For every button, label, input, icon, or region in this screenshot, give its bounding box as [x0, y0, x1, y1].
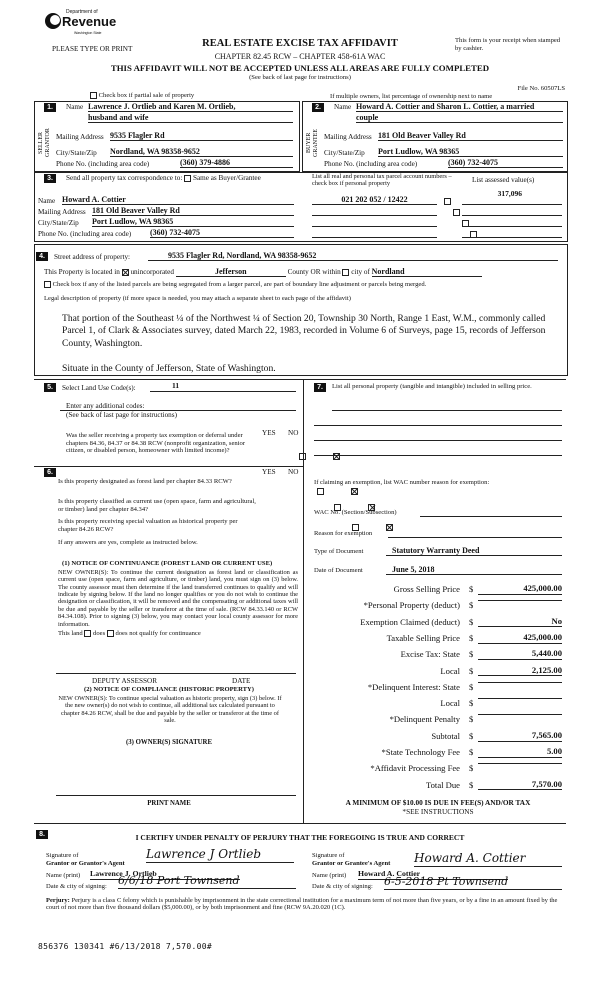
legal-label: Legal description of property (if more space is needed, you may attach a separate sheet to each page of the affidavit)	[44, 295, 351, 302]
buyer-phone[interactable]: (360) 732-4075	[448, 158, 563, 168]
segregated-check	[44, 281, 426, 289]
historic-no-checkbox[interactable]	[386, 524, 393, 531]
does-not-label: does not qualify for continuance	[115, 630, 201, 638]
grantee-signature[interactable]: Howard A. Cottier	[414, 852, 562, 867]
enter-codes-line[interactable]	[60, 410, 296, 411]
tax-city[interactable]: Port Ludlow, WA 98365	[92, 217, 294, 227]
personal-property-line-3[interactable]	[314, 440, 562, 441]
tax-row-label: Local	[440, 698, 460, 709]
sec5-no-header: NO	[288, 429, 299, 437]
reason-label: Reason for exemption	[314, 530, 373, 537]
cashier-receipt-stamp: 856376 130341 #6/13/2018 7,570.00#	[38, 942, 212, 951]
tax-row-currency: $	[469, 714, 474, 725]
unincorporated-label: unincorporated	[130, 268, 174, 276]
deputy-assessor-label: DEPUTY ASSESSOR	[92, 677, 158, 685]
tax-row-label: Total Due	[425, 779, 460, 790]
seller-city[interactable]: Nordland, WA 98358-9652	[110, 147, 293, 157]
tax-row-value[interactable]: 7,565.00	[478, 731, 562, 742]
parcel-1[interactable]: 021 202 052 / 12422	[312, 195, 437, 205]
seller-name-1[interactable]: Lawrence J. Ortlieb and Karen M. Ortlieb,	[88, 102, 293, 112]
tax-row-value[interactable]: 5.00	[478, 747, 562, 758]
legal-situate[interactable]: Situate in the County of Jefferson, State of Washington.	[62, 363, 276, 374]
certify-statement: I CERTIFY UNDER PENALTY OF PERJURY THAT THE FOREGOING IS TRUE AND CORRECT	[135, 833, 465, 842]
buyer-city-label: City/State/Zip	[324, 149, 365, 157]
section-divider-6	[34, 466, 303, 467]
tax-row-value[interactable]: 425,000.00	[478, 633, 562, 644]
doc-date-label: Date of Document	[314, 567, 363, 574]
buyer-side-label: BUYER GRANTEE	[306, 129, 319, 157]
tax-phone[interactable]: (360) 732-4075	[150, 228, 294, 238]
parcel-2-line[interactable]	[312, 215, 437, 216]
grantor-sig-label	[46, 852, 125, 867]
multiple-owners-note: If multiple owners, list percentage of ownership next to name	[330, 93, 493, 100]
form-chapter: CHAPTER 82.45 RCW – CHAPTER 458-61A WAC	[214, 52, 386, 61]
personal-property-line-1[interactable]	[332, 410, 562, 411]
perjury-text: Perjury is a class C felony which is punishable by imprisonment in the state correctional institution for a maximum term of not more than five years, or by a fine in an amount fixed by the court of not more than five thousand dollars ($5,000.00), or by both imprisonment and fine (RCW 9A.20.020 (1C).	[46, 897, 558, 912]
street-label: Street address of property:	[54, 253, 131, 261]
assessed-1[interactable]: 317,096	[497, 189, 522, 198]
grantee-date-label: Date & city of signing:	[312, 883, 373, 890]
parcel-4-line[interactable]	[312, 237, 437, 238]
exemption-no-checkbox[interactable]	[333, 453, 340, 460]
tax-city-label: City/State/Zip	[38, 219, 79, 227]
tax-phone-label: Phone No. (including area code)	[38, 230, 132, 238]
section-divider-8	[34, 823, 566, 824]
tax-row-value[interactable]	[478, 763, 562, 764]
tax-row-value[interactable]: 7,570.00	[478, 780, 562, 791]
location-line	[44, 267, 482, 277]
does-not-qualify-checkbox[interactable]	[107, 630, 114, 637]
tax-correspondence-label: Send all property tax correspondence to:	[66, 174, 183, 182]
enter-codes-back: (See back of last page for instructions)	[66, 411, 177, 419]
wac-exemption-label: If claiming an exemption, list WAC number reason for exemption:	[314, 479, 490, 486]
section-2-badge: 2.	[312, 103, 324, 112]
tax-row-value[interactable]: 5,440.00	[478, 649, 562, 660]
grantor-signature[interactable]: Lawrence J Ortlieb	[146, 848, 294, 863]
section-5-badge: 5.	[44, 383, 56, 392]
print-name-label: PRINT NAME	[147, 800, 191, 807]
section-4	[34, 244, 568, 376]
forest-yes-checkbox[interactable]	[317, 488, 324, 495]
logo-swoosh-icon	[44, 12, 62, 30]
tax-row-value[interactable]: 425,000.00	[478, 584, 562, 595]
tax-row-currency: $	[469, 665, 474, 676]
form-title: REAL ESTATE EXCISE TAX AFFIDAVIT	[202, 38, 398, 49]
assessed-3-line[interactable]	[462, 226, 562, 227]
grantor-name-label: Name (print)	[46, 872, 81, 879]
seller-mail[interactable]: 9535 Flagler Rd	[110, 131, 293, 141]
file-number: File No. 60507LS	[517, 85, 565, 92]
forest-question: Is this property designated as forest land per chapter 84.33 RCW?	[58, 478, 232, 485]
tax-row-value[interactable]	[478, 698, 562, 699]
grantee-agent-label: Grantor or Grantee's Agent	[312, 859, 391, 867]
if-yes-note: If any answers are yes, complete as instructed below.	[58, 539, 198, 546]
exemption-yes-checkbox[interactable]	[299, 453, 306, 460]
section-3-badge: 3.	[44, 174, 56, 183]
grantor-agent-label: Grantor or Grantor's Agent	[46, 859, 125, 867]
stamp-note: This form is your receipt when stamped by cashier.	[455, 37, 561, 52]
section-7-badge: 7.	[314, 383, 326, 392]
tax-row-currency: $	[469, 600, 474, 611]
city-checkbox[interactable]	[342, 269, 349, 276]
qualify-line	[58, 630, 201, 638]
buyer-name-2[interactable]: couple	[356, 113, 563, 123]
land-use-code[interactable]: 11	[150, 382, 296, 392]
tax-row-value[interactable]	[478, 714, 562, 715]
seller-mail-label: Mailing Address	[56, 133, 104, 141]
buyer-name-1[interactable]: Howard A. Cottier and Sharon L. Cottier, a married	[356, 102, 563, 112]
deputy-signature-line[interactable]	[56, 673, 296, 674]
sec6-yes-header: YES	[262, 468, 276, 476]
tax-row-label: *Affidavit Processing Fee	[370, 763, 460, 774]
tax-row-currency: $	[469, 649, 474, 660]
same-as-buyer-checkbox[interactable]	[184, 175, 191, 182]
tax-row-label: Subtotal	[431, 730, 460, 741]
buyer-mail[interactable]: 181 Old Beaver Valley Rd	[378, 131, 563, 141]
owner-signature-label: (3) OWNER(S) SIGNATURE	[126, 739, 212, 746]
doc-date[interactable]: June 5, 2018	[386, 565, 562, 575]
forest-no-checkbox[interactable]	[351, 488, 358, 495]
column-divider	[303, 380, 304, 823]
sec6-no-header: NO	[288, 468, 299, 476]
tax-row-label: Local	[440, 665, 460, 676]
tax-correspondence	[66, 174, 261, 182]
notice-1-title: (1) NOTICE OF CONTINUANCE (FOREST LAND OR CURRENT USE)	[62, 560, 273, 567]
buyer-city[interactable]: Port Ludlow, WA 98365	[378, 147, 563, 157]
tax-row-currency: $	[469, 632, 474, 643]
street-address[interactable]: 9535 Flagler Rd, Nordland, WA 98358-9652	[148, 251, 558, 261]
notice-2-text: NEW OWNER(S): To continue special valuation as historic property, sign (3) below. If the new owner(s) do not wish to continue, all additional tax calculated pursuant to chapter 84.26 RCW, shall be due and payable by the seller or transferor at the time of sale.	[58, 695, 282, 725]
historic-question: Is this property receiving special valuation as historical property per chapter 84.26 RCW?	[58, 518, 238, 533]
notice-2-title: (2) NOTICE OF COMPLIANCE (HISTORIC PROPERTY)	[84, 686, 254, 693]
partial-sale-label: Check box if partial sale of property	[98, 92, 195, 100]
grantee-sig-label	[312, 852, 390, 867]
tax-row-currency: $	[469, 681, 474, 692]
assessed-1-line	[462, 204, 562, 205]
same-as-buyer-label: Same as Buyer/Grantee	[192, 174, 261, 182]
tax-row-value[interactable]: 2,125.00	[478, 666, 562, 677]
personal-property-label: List all personal property (tangible and intangible) included in selling price.	[332, 383, 532, 390]
segregated-label: Check box if any of the listed parcels are being segregated from a larger parcel, are part of boundary line adjustment or parcels being merged.	[52, 281, 427, 289]
tax-row-currency: $	[469, 616, 474, 627]
city-of-label: city of	[351, 268, 370, 276]
partial-sale-check[interactable]	[90, 92, 194, 100]
parcel-3-line[interactable]	[312, 226, 437, 227]
owner-signature-line[interactable]	[56, 795, 296, 796]
tax-row-currency: $	[469, 747, 474, 757]
land-use-label: Select Land Use Code(s):	[62, 384, 136, 392]
grantor-date-city[interactable]: 6/6/18 Port Townsend	[118, 875, 296, 889]
section-4-badge: 4.	[36, 252, 48, 261]
grantee-date-city[interactable]: 6-5-2018 Pt Townsend	[384, 876, 562, 890]
tax-mail[interactable]: 181 Old Beaver Valley Rd	[92, 206, 294, 216]
enter-codes-label: Enter any additional codes:	[66, 402, 145, 410]
doc-type[interactable]: Statutory Warranty Deed	[386, 546, 562, 556]
section-divider-5	[34, 379, 566, 380]
unincorporated-checkbox[interactable]	[122, 269, 129, 276]
personal-property-line-2[interactable]	[314, 425, 562, 426]
form-see-back: (See back of last page for instructions)	[249, 74, 351, 81]
reason-line-1[interactable]	[388, 537, 562, 538]
tax-row-label: *Delinquent Penalty	[389, 714, 460, 725]
wac-no-line[interactable]	[420, 516, 562, 517]
tax-row-currency: $	[469, 763, 474, 774]
seller-phone-label: Phone No. (including area code)	[56, 160, 150, 168]
this-land-label: This land	[58, 630, 83, 638]
county-value[interactable]: Jefferson	[176, 267, 286, 277]
buyer-mail-label: Mailing Address	[324, 133, 372, 141]
tax-name[interactable]: Howard A. Cottier	[62, 195, 294, 205]
deputy-date-label: DATE	[232, 677, 251, 685]
segregated-checkbox[interactable]	[44, 281, 51, 288]
grantee-signature-of: Signature of	[312, 852, 345, 859]
does-label: does	[93, 630, 106, 638]
sec5-yes-header: YES	[262, 429, 276, 437]
form-warning: THIS AFFIDAVIT WILL NOT BE ACCEPTED UNLESS ALL AREAS ARE FULLY COMPLETED	[110, 63, 490, 73]
partial-sale-checkbox[interactable]	[90, 92, 97, 99]
seller-name-label: Name	[66, 103, 84, 111]
tax-mail-label: Mailing Address	[38, 208, 86, 216]
tax-row-label: *State Technology Fee	[381, 747, 460, 757]
tax-row-label: Taxable Selling Price	[386, 632, 460, 643]
tax-row-value[interactable]	[478, 600, 562, 601]
tax-row-label: Gross Selling Price	[393, 584, 460, 594]
seller-phone[interactable]: (360) 379-4886	[180, 158, 293, 168]
city-value[interactable]: Nordland	[372, 267, 482, 277]
parcel-2-checkbox[interactable]	[453, 209, 460, 216]
tax-row-label: *Delinquent Interest: State	[367, 681, 460, 692]
see-instructions-note: *SEE INSTRUCTIONS	[402, 807, 474, 816]
grantor-name[interactable]: Lawrence J. Ortlieb	[90, 870, 240, 880]
buyer-phone-label: Phone No. (including area code)	[324, 160, 418, 168]
assessed-header: List assessed value(s)	[472, 176, 535, 184]
tax-row-currency: $	[469, 698, 474, 709]
grantee-name-label: Name (print)	[312, 872, 347, 879]
tax-row-value[interactable]	[478, 682, 562, 683]
seller-name-2[interactable]: husband and wife	[88, 113, 293, 123]
tax-row-currency: $	[469, 584, 474, 594]
minimum-due-note: A MINIMUM OF $10.00 IS DUE IN FEE(S) AND/OR TAX	[345, 798, 531, 807]
logo-revenue: Revenue	[62, 14, 117, 29]
type-print-note: PLEASE TYPE OR PRINT	[52, 45, 133, 53]
tax-row-currency: $	[469, 779, 474, 790]
grantor-signature-of: Signature of	[46, 852, 79, 859]
current-use-question: Is this property classified as current use (open space, farm and agricultural, or timber) land per chapter 84.34?	[58, 498, 256, 513]
does-qualify-checkbox[interactable]	[84, 630, 91, 637]
grantor-date-label: Date & city of signing:	[46, 883, 107, 890]
tax-row-currency: $	[469, 730, 474, 741]
tax-name-label: Name	[38, 197, 56, 205]
perjury-label: Perjury:	[46, 897, 70, 904]
tax-row-label: Exemption Claimed (deduct)	[360, 616, 460, 627]
logo-state: Washington State	[74, 31, 102, 35]
personal-property-line-4[interactable]	[314, 455, 562, 456]
exemption-question: Was the seller receiving a property tax exemption or deferral under chapters 84.36, 84.37 or 84.38 RCW (nonprofit organization, senior citizen, or disabled person, homeowner with limited income)?	[66, 432, 246, 455]
parcel-header: List all real and personal tax parcel account numbers – check box if personal property	[312, 173, 452, 188]
dor-logo	[44, 9, 117, 40]
assessed-4-line[interactable]	[462, 237, 562, 238]
county-label: County OR within	[287, 268, 341, 276]
seller-side-label: SELLER GRANTOR	[38, 128, 51, 158]
perjury-statement	[46, 897, 562, 912]
grantee-name[interactable]: Howard A. Cottier	[358, 870, 508, 880]
section-1-badge: 1.	[44, 103, 56, 112]
section-6-badge: 6.	[44, 468, 56, 477]
tax-row-label: Excise Tax: State	[400, 649, 460, 660]
tax-row-label: *Personal Property (deduct)	[363, 600, 460, 611]
tax-row-value[interactable]: No	[478, 617, 562, 628]
assessed-2-line[interactable]	[462, 215, 562, 216]
parcel-1-checkbox[interactable]	[444, 198, 451, 205]
seller-city-label: City/State/Zip	[56, 149, 97, 157]
logo-dept: Department of	[66, 9, 98, 15]
notice-1-text: NEW OWNER(S): To continue the current designation as forest land or classification as current use (open space, farm and agriculture, or timber) land, you must sign on (3) below. The county assessor must then determine if the land transferred continues to qualify and will indicate by signing below. If the land no longer qualifies or you do not wish to continue the designation or classification, it will be removed and the compensating or additional taxes will be due and payable by the seller or transferor at the time of sale. (RCW 84.33.140 or RCW 84.34.108). Prior to signing (3) below, you may contact your local county assessor for more information.	[58, 569, 298, 628]
buyer-name-label: Name	[334, 103, 352, 111]
wac-no-label: WAC No. (Section/Subsection)	[314, 509, 397, 516]
doc-type-label: Type of Document	[314, 548, 364, 555]
located-prefix: This Property is located in	[44, 268, 120, 276]
legal-description[interactable]: That portion of the Southeast ¼ of the Northwest ¼ of Section 20, Township 30 North, Range 1 East, W.M., commonly called Parcel 1, of Clark & Associates survey, dated March 22, 1983, recorded in Volume 6 of Surveys, page 15, records of Jefferson County, Washington.	[62, 313, 546, 349]
section-8-badge: 8.	[36, 830, 48, 839]
